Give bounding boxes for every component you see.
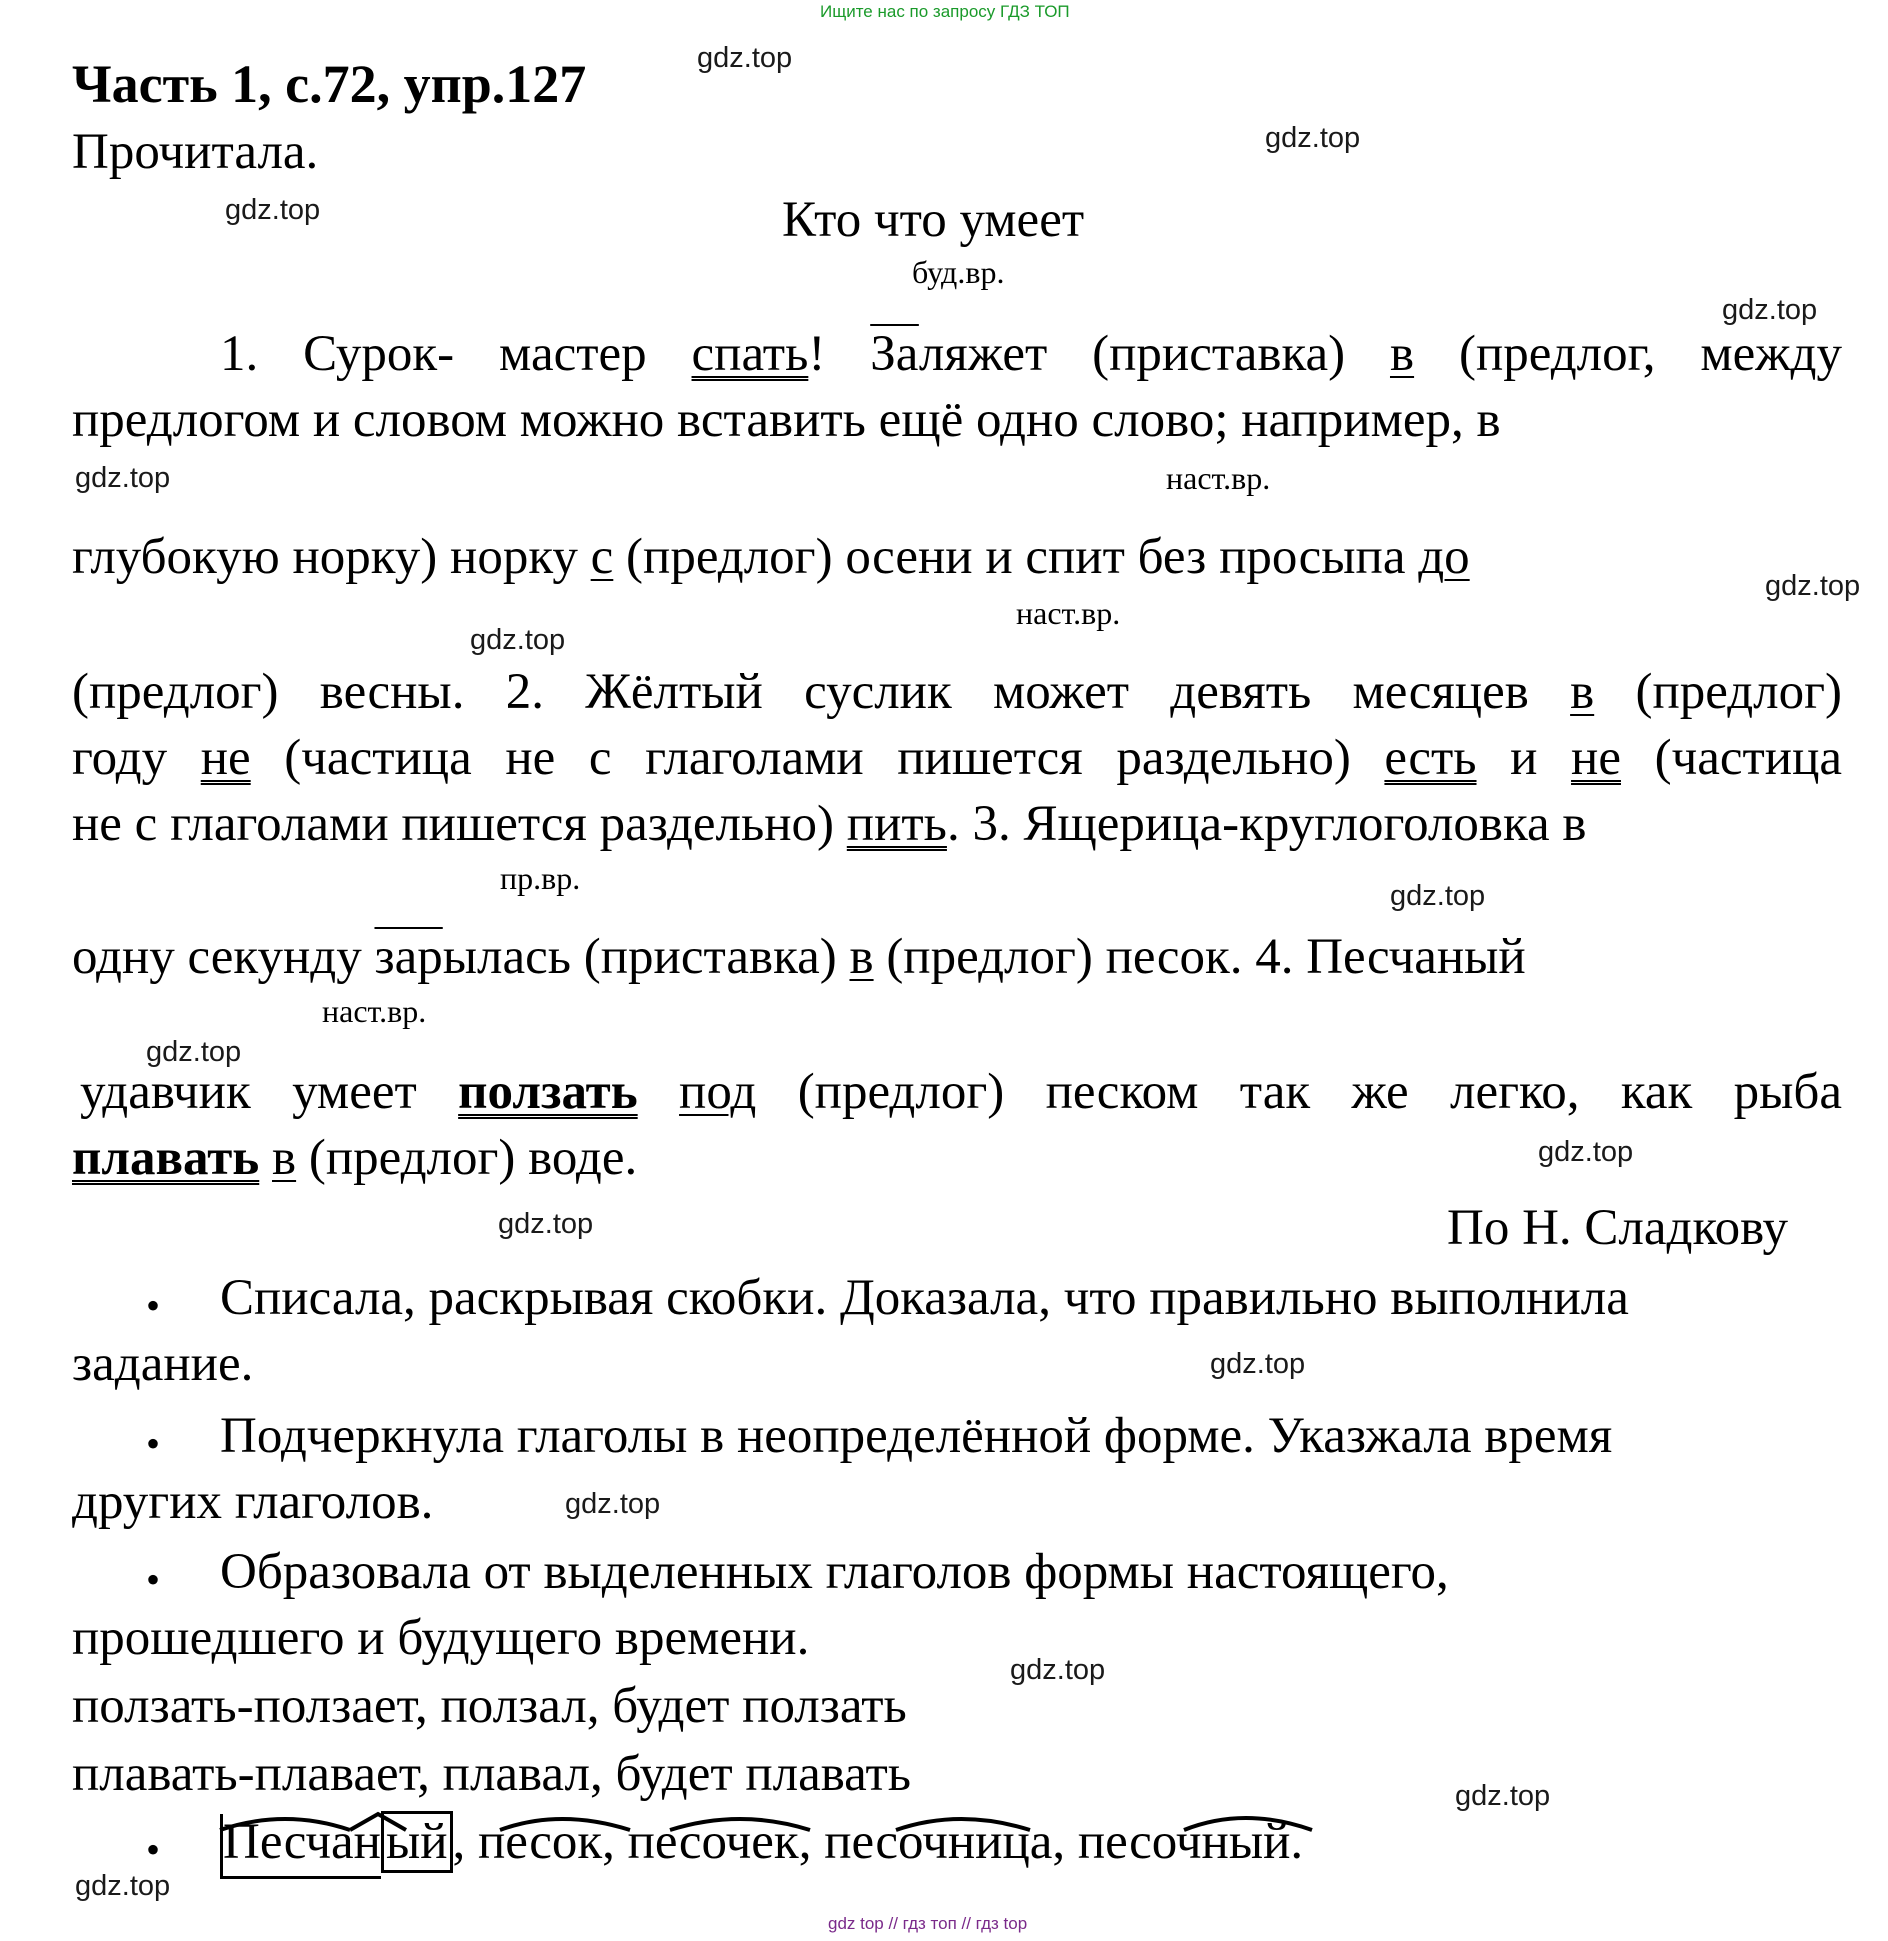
text-line-7: одну секунду зарылась (приставка) в (предлог) песок. 4. Песчаный [72,929,1526,985]
watermark: gdz.top [146,1036,242,1068]
watermark: gdz.top [1265,122,1361,154]
exercise-heading: Часть 1, с.72, упр.127 [72,54,587,114]
bullet-4: • [146,1827,161,1872]
text-line-3: глубокую норку) норку с (предлог) осени и спит без просыпа до [72,529,1470,585]
task-2-line-2: других глаголов. [72,1474,434,1530]
task-1-line-1: Списала, раскрывая скобки. Доказала, что правильно выполнила [220,1270,1629,1326]
task-1-line-2: задание. [72,1336,254,1392]
tense-label-2: наст.вр. [1166,460,1271,496]
text-line-4: (предлог) весны. 2. Жёлтый суслик может девять месяцев в (предлог) [72,664,1842,720]
text-line-1: 1. Сурок- мастер спать! Заляжет (приставка) в (предлог, между [220,326,1842,382]
verb-forms-2: плавать-плавает, плавал, будет плавать [72,1746,912,1802]
text-line-9: плавать в (предлог) воде. [72,1130,638,1186]
tense-label-3: наст.вр. [1016,595,1121,631]
watermark: gdz.top [1390,880,1486,912]
task-3-line-2: прошедшего и будущего времени. [72,1610,810,1666]
watermark: gdz.top [470,624,566,656]
watermark: gdz.top [697,42,793,74]
text-line-6: не с глаголами пишется раздельно) пить. 3. Ящерица-круглоголовка в [72,796,1587,852]
tense-label-5: наст.вр. [322,993,427,1029]
tense-label-4: пр.вр. [500,860,581,896]
bullet-2: • [146,1421,161,1466]
author-credit: По Н. Сладкову [1447,1200,1788,1256]
intro-text: Прочитала. [72,124,319,180]
top-banner: Ищите нас по запросу ГДЗ ТОП [820,2,1070,21]
watermark: gdz.top [1210,1348,1306,1380]
watermark: gdz.top [498,1208,594,1240]
watermark: gdz.top [75,462,171,494]
text-line-5: году не (частица не с глаголами пишется раздельно) есть и не (частица [72,730,1842,786]
task-2-line-1: Подчеркнула глаголы в неопределённой форме. Указжала время [220,1408,1613,1464]
text-line-2: предлогом и словом можно вставить ещё одно слово; например, в [72,392,1501,448]
verb-forms-1: ползать-ползает, ползал, будет ползать [72,1678,907,1734]
watermark: gdz.top [1722,294,1818,326]
watermark: gdz.top [225,194,321,226]
watermark: gdz.top [1765,570,1861,602]
story-title: Кто что умеет [782,192,1085,248]
watermark: gdz.top [1538,1136,1634,1168]
footer-watermark: gdz top // гдз топ // гдз top [828,1914,1028,1933]
text-line-8: удавчик умеет ползать под (предлог) песком так же легко, как рыба [80,1064,1843,1120]
watermark: gdz.top [75,1870,171,1902]
bullet-3: • [146,1557,161,1602]
task-4-line: Песчаный, песок, песочек, песочница, песочный. [220,1812,1303,1872]
watermark: gdz.top [1455,1780,1551,1812]
watermark: gdz.top [565,1488,661,1520]
bullet-1: • [146,1283,161,1328]
watermark: gdz.top [1010,1654,1106,1686]
tense-label-1: буд.вр. [912,254,1005,290]
task-3-line-1: Образовала от выделенных глаголов формы настоящего, [220,1544,1449,1600]
